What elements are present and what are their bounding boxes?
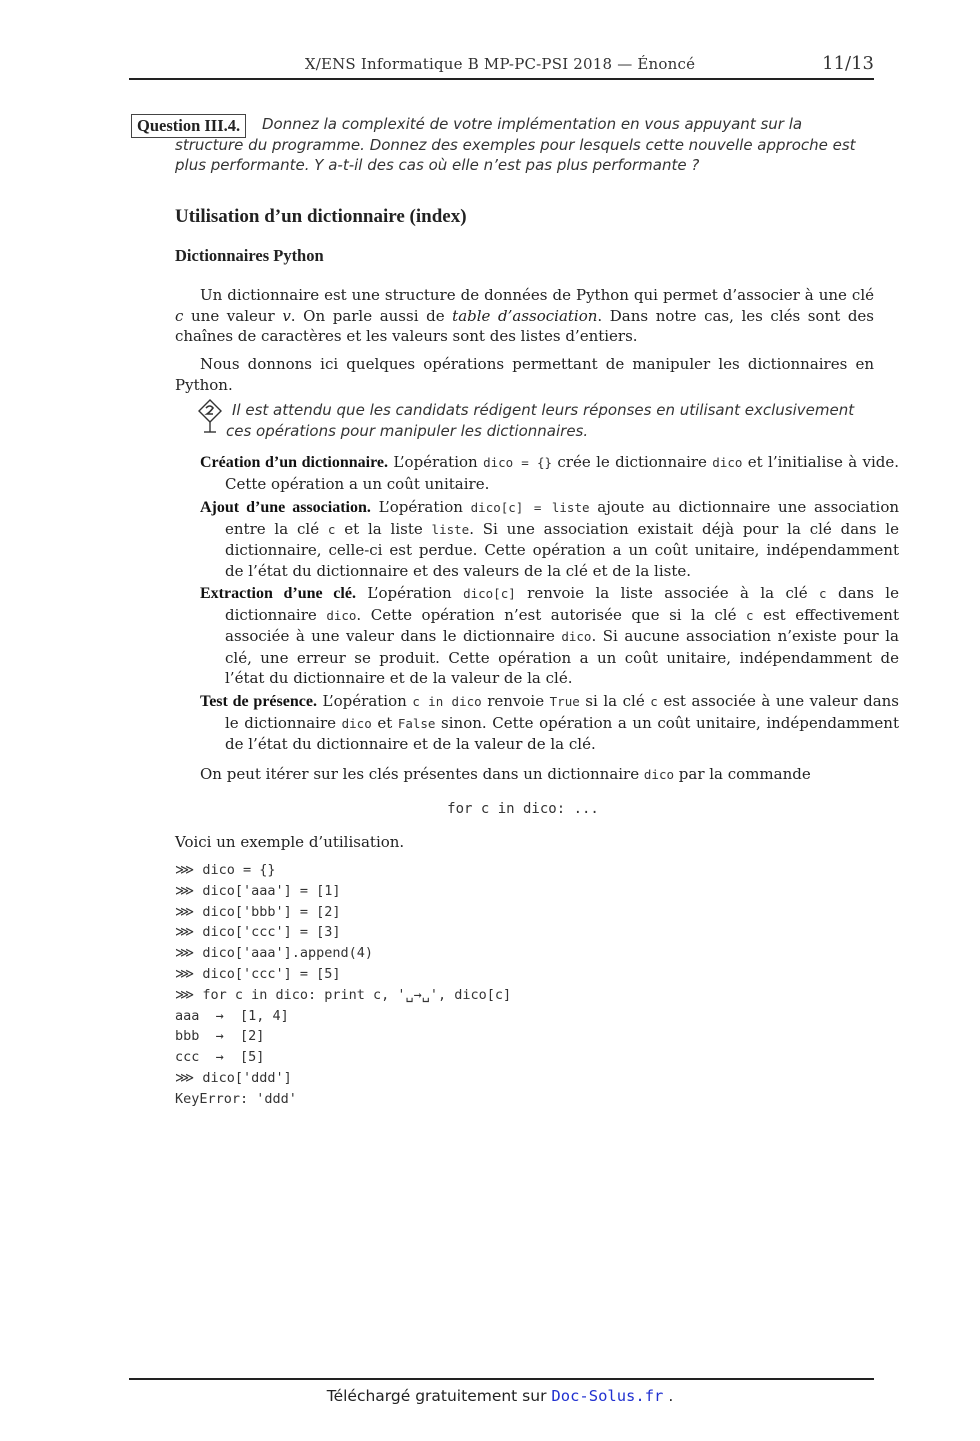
code-line: ⋙ dico = {} — [175, 862, 276, 878]
header-rule — [129, 78, 874, 80]
example-code-block — [175, 860, 511, 1110]
op-test-title: Test de présence. — [200, 693, 317, 710]
op-add-title: Ajout d’une association. — [200, 499, 371, 516]
running-header: X/ENS Informatique B MP-PC-PSI 2018 — Énoncé — [304, 55, 696, 73]
question-text: Donnez la complexité de votre implémentation en vous appuyant sur la structure du programme. Donnez des exemples pour lesquels cette nouvelle approche est plus performante. Y a-t-il des cas où elle n’est pas plus performante ? — [175, 115, 856, 174]
page-number: 11/13 — [822, 53, 874, 74]
dangerous-bend-icon — [198, 399, 222, 435]
code-line: ⋙ dico['ccc'] = [3] — [175, 924, 341, 941]
example-intro: Voici un exemple d’utilisation. — [175, 833, 405, 851]
code-line: ⋙ for c in dico: print c, '␣→␣', dico[c] — [175, 986, 512, 1003]
footer-text: Téléchargé gratuitement sur — [326, 1387, 547, 1405]
op-create: Création d’un dictionnaire. L’opération dico = {} crée le dictionnaire dico et l’initialise à vide. Cette opération a un coût unitaire. — [200, 453, 900, 493]
iterate-paragraph: On peut itérer sur les clés présentes dans un dictionnaire dico par la commande — [200, 765, 811, 783]
code-line: ⋙ dico['bbb'] = [2] — [175, 903, 341, 920]
code-line: ⋙ dico['aaa'].append(4) — [175, 945, 374, 962]
intro-paragraph: Un dictionnaire est une structure de données de Python qui permet d’associer à une clé c une valeur v. On parle aussi de table d’association. Dans notre cas, les clés sont des chaînes de caractères et les valeurs sont des listes d’entiers. — [175, 286, 874, 345]
code-line: aaa → [1, 4] — [175, 1007, 289, 1024]
op-create-title: Création d’un dictionnaire. — [200, 454, 389, 471]
footer: Téléchargé gratuitement sur Doc-Solus.fr . — [326, 1387, 674, 1405]
question-label: Question III.4. — [131, 114, 246, 138]
iterate-command: for c in dico: ... — [447, 801, 599, 817]
op-extract-title: Extraction d’une clé. — [200, 585, 356, 602]
section-title: Utilisation d’un dictionnaire (index) — [175, 206, 467, 227]
operations-intro-paragraph: Nous donnons ici quelques opérations permettant de manipuler les dictionnaires en Python. — [175, 355, 874, 394]
warning-text: Il est attendu que les candidats rédigent leurs réponses en utilisant exclusivement ces opérations pour manipuler les dictionnaires. — [226, 401, 855, 440]
code-line: ⋙ dico['ddd'] — [175, 1069, 292, 1086]
code-line: ⋙ dico['aaa'] = [1] — [175, 882, 341, 899]
op-add: Ajout d’une association. L’opération dico[c] = liste ajoute au dictionnaire une association entre la clé c et la liste liste. Si une association existait déjà pour la clé dans le dictionnaire, celle-ci est perdue. Cette opération a un coût unitaire, indépendamment de l’état du dictionnaire et des valeurs de la clé et de la liste. — [200, 498, 900, 580]
doc-solus-link[interactable]: Doc-Solus.fr — [551, 1387, 664, 1405]
code-line: ccc → [5] — [175, 1049, 265, 1066]
op-extract: Extraction d’une clé. L’opération dico[c] renvoie la liste associée à la clé c dans le dictionnaire dico. Cette opération n’est autorisée que si la clé c est effectivement associée à une valeur dans le dictionnaire dico. Si aucune association n’existe pour la clé, une erreur se produit. Cette opération a un coût unitaire, indépendamment de l’état du dictionnaire et de la valeur de la clé. — [200, 584, 899, 687]
code-line: KeyError: 'ddd' — [175, 1090, 297, 1107]
code-line: ⋙ dico['ccc'] = [5] — [175, 965, 341, 982]
subsection-title: Dictionnaires Python — [175, 246, 324, 265]
footer-rule — [129, 1378, 874, 1380]
code-line: bbb → [2] — [175, 1028, 265, 1045]
op-test: Test de présence. L’opération c in dico renvoie True si la clé c est associée à une valeur dans le dictionnaire dico et False sinon. Cette opération a un coût unitaire, indépendamment de l’état du dictionnaire et de la valeur de la clé. — [200, 692, 899, 753]
term-table-association: table d’association — [452, 306, 598, 325]
